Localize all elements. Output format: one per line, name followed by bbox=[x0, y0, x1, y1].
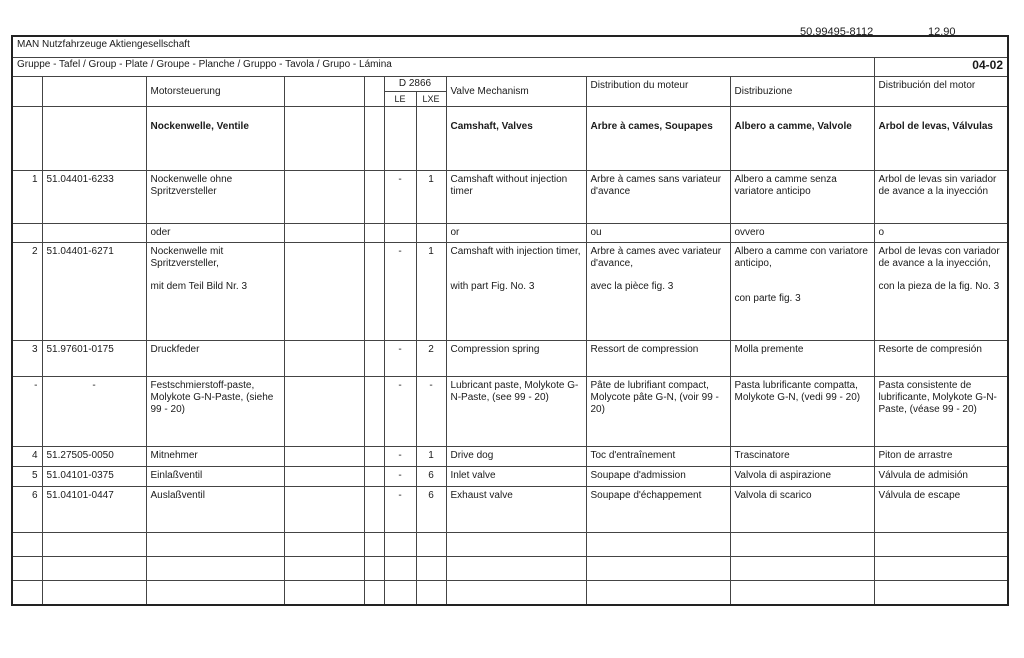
row-de: Festschmierstoff-paste, Molykote G-N-Paste, (siehe 99 - 20) bbox=[146, 377, 284, 447]
row-le: - bbox=[384, 243, 416, 341]
row-lxe: 2 bbox=[416, 341, 446, 377]
row-part-no: 51.04101-0375 bbox=[42, 467, 146, 487]
row-de: Nockenwelle mit Spritzversteller, bbox=[150, 246, 224, 269]
empty-row bbox=[12, 581, 1008, 606]
subheading-es: Arbol de levas, Válvulas bbox=[874, 107, 1008, 171]
row-lxe: 6 bbox=[416, 487, 446, 533]
row-part-no: 51.04401-6233 bbox=[42, 171, 146, 224]
row-lxe: 1 bbox=[416, 243, 446, 341]
row-en: Drive dog bbox=[446, 447, 586, 467]
row-es: Arbol de levas con variador de avance a la inyección, bbox=[878, 246, 1000, 269]
company-row bbox=[12, 36, 1008, 58]
row-en-note: with part Fig. No. 3 bbox=[450, 281, 535, 292]
row-it: Trascinatore bbox=[730, 447, 874, 467]
row-de: Einlaßventil bbox=[146, 467, 284, 487]
header-de: Motorsteuerung bbox=[146, 77, 284, 107]
row-le: - bbox=[384, 341, 416, 377]
row-pos: 1 bbox=[12, 171, 42, 224]
row-pos: - bbox=[12, 377, 42, 447]
row-part-no: 51.04401-6271 bbox=[42, 243, 146, 341]
row-fr: Arbre à cames sans variateur d'avance bbox=[586, 171, 730, 224]
lxe-header: LXE bbox=[416, 92, 446, 107]
row-fr: ou bbox=[586, 224, 730, 243]
row-en: Inlet valve bbox=[446, 467, 586, 487]
subheading-de: Nockenwelle, Ventile bbox=[146, 107, 284, 171]
row-le: - bbox=[384, 487, 416, 533]
part-no-header bbox=[42, 77, 146, 107]
row-part-no: 51.04101-0447 bbox=[42, 487, 146, 533]
table-row bbox=[12, 447, 1008, 467]
document-date: 12.90 bbox=[928, 26, 956, 38]
row-part-no: 51.27505-0050 bbox=[42, 447, 146, 467]
subheading-it: Albero a camme, Valvole bbox=[730, 107, 874, 171]
row-de: Mitnehmer bbox=[146, 447, 284, 467]
row-le: - bbox=[384, 467, 416, 487]
table-row bbox=[12, 487, 1008, 533]
row-en: Camshaft with injection timer, bbox=[450, 246, 581, 257]
row-en: Exhaust valve bbox=[446, 487, 586, 533]
row-es: Válvula de admisión bbox=[874, 467, 1008, 487]
row-le: - bbox=[384, 171, 416, 224]
table-row bbox=[12, 467, 1008, 487]
engine-header: D 2866 bbox=[384, 77, 446, 92]
row-pos: 4 bbox=[12, 447, 42, 467]
row-de: Nockenwelle ohne Spritzversteller bbox=[146, 171, 284, 224]
group-line: Gruppe - Tafel / Group - Plate / Groupe - Planche / Gruppo - Tavola / Grupo - Lámina bbox=[12, 58, 874, 77]
row-it: Valvola di scarico bbox=[730, 487, 874, 533]
row-es: Resorte de compresión bbox=[874, 341, 1008, 377]
row-de: oder bbox=[146, 224, 284, 243]
subheading-row bbox=[12, 107, 1008, 171]
header-es: Distribución del motor bbox=[874, 77, 1008, 107]
row-it: ovvero bbox=[730, 224, 874, 243]
row-de: Druckfeder bbox=[146, 341, 284, 377]
row-it: Albero a camme senza variatore anticipo bbox=[730, 171, 874, 224]
row-es: Arbol de levas sin variador de avance a la inyección bbox=[874, 171, 1008, 224]
row-lxe: 1 bbox=[416, 171, 446, 224]
row-es: Válvula de escape bbox=[874, 487, 1008, 533]
row-fr: Toc d'entraînement bbox=[586, 447, 730, 467]
row-part-no: 51.97601-0175 bbox=[42, 341, 146, 377]
row-es-note: con la pieza de la fig. No. 3 bbox=[878, 281, 1000, 292]
company-name: MAN Nutzfahrzeuge Aktiengesellschaft bbox=[12, 36, 1008, 58]
row-it: Pasta lubrificante compatta, Molykote G-N, (vedi 99 - 20) bbox=[730, 377, 874, 447]
row-pos: 6 bbox=[12, 487, 42, 533]
subheading-en: Camshaft, Valves bbox=[446, 107, 586, 171]
column-header-row bbox=[12, 77, 1008, 92]
row-es: Pasta consistente de lubrificante, Molykote G-N-Paste, (véase 99 - 20) bbox=[874, 377, 1008, 447]
row-de-note: mit dem Teil Bild Nr. 3 bbox=[150, 281, 248, 292]
header-it: Distribuzione bbox=[730, 77, 874, 107]
row-lxe: 1 bbox=[416, 447, 446, 467]
row-en: or bbox=[446, 224, 586, 243]
row-it-note: con parte fig. 3 bbox=[734, 293, 801, 304]
row-es: o bbox=[874, 224, 1008, 243]
row-pos: 5 bbox=[12, 467, 42, 487]
row-en: Compression spring bbox=[446, 341, 586, 377]
table-row bbox=[12, 377, 1008, 447]
header-blank bbox=[284, 77, 364, 107]
row-it: Albero a camme con variatore anticipo, bbox=[734, 246, 868, 269]
sheet-number: 04-02 bbox=[874, 58, 1008, 77]
row-en: Camshaft without injection timer bbox=[446, 171, 586, 224]
table-row bbox=[12, 224, 1008, 243]
group-row bbox=[12, 58, 1008, 77]
row-fr: Soupape d'échappement bbox=[586, 487, 730, 533]
row-en: Lubricant paste, Molykote G-N-Paste, (see 99 - 20) bbox=[446, 377, 586, 447]
row-it: Molla premente bbox=[730, 341, 874, 377]
empty-row bbox=[12, 533, 1008, 557]
le-header: LE bbox=[384, 92, 416, 107]
row-de: Auslaßventil bbox=[146, 487, 284, 533]
header-en: Valve Mechanism bbox=[446, 77, 586, 107]
row-fr: Arbre à cames avec variateur d'avance, bbox=[590, 246, 722, 269]
row-fr: Ressort de compression bbox=[586, 341, 730, 377]
row-es: Piton de arrastre bbox=[874, 447, 1008, 467]
table-row bbox=[12, 243, 1008, 341]
row-fr: Pâte de lubrifiant compact, Molycote pâte G-N, (voir 99 - 20) bbox=[586, 377, 730, 447]
empty-row bbox=[12, 557, 1008, 581]
row-pos: 3 bbox=[12, 341, 42, 377]
document-code: 50.99495-8112 bbox=[800, 26, 874, 38]
row-it: Valvola di aspirazione bbox=[730, 467, 874, 487]
row-lxe: 6 bbox=[416, 467, 446, 487]
row-le: - bbox=[384, 447, 416, 467]
subheading-fr: Arbre à cames, Soupapes bbox=[586, 107, 730, 171]
row-pos: 2 bbox=[12, 243, 42, 341]
row-le: - bbox=[384, 377, 416, 447]
parts-table bbox=[11, 35, 1009, 606]
header-fr: Distribution du moteur bbox=[586, 77, 730, 107]
table-row bbox=[12, 341, 1008, 377]
pos-header bbox=[12, 77, 42, 107]
row-part-no: - bbox=[42, 377, 146, 447]
table-row bbox=[12, 171, 1008, 224]
header-spacer bbox=[364, 77, 384, 107]
row-fr-note: avec la pièce fig. 3 bbox=[590, 281, 674, 292]
row-lxe: - bbox=[416, 377, 446, 447]
row-fr: Soupape d'admission bbox=[586, 467, 730, 487]
